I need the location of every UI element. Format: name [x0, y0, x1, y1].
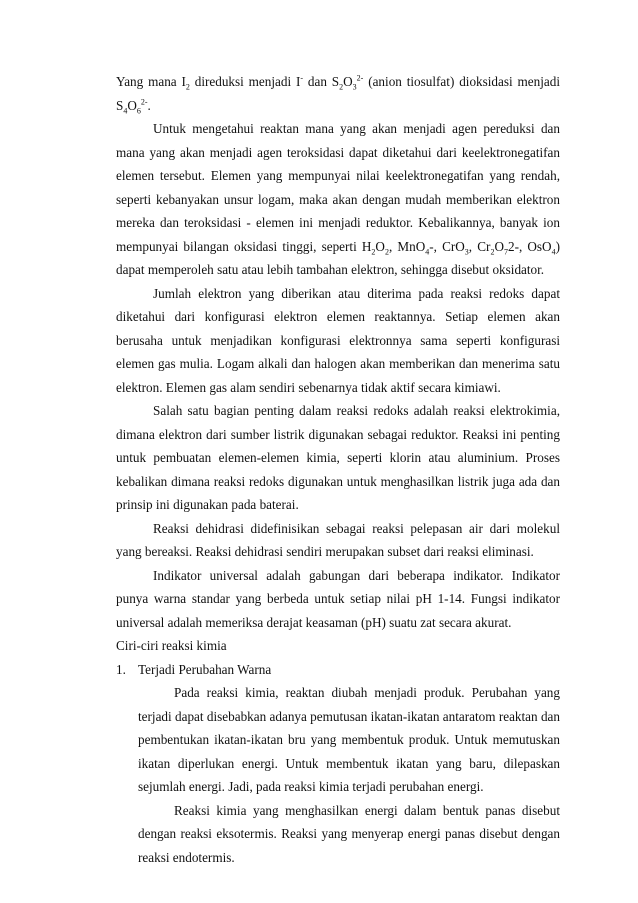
subscript: 3 — [352, 82, 357, 92]
text-run: , Cr — [468, 238, 491, 254]
subscript: 4 — [551, 247, 556, 257]
paragraph-electron-config: Jumlah elektron yang diberikan atau diterima pada reaksi redoks dapat diketahui dari konfigurasi elektron elemen reaktannya. Setiap elemen akan berusaha untuk menjadikan konfigurasi elektronnya sama seperti konfigurasi elemen gas mulia. Logam alkali dan halogen akan memberikan dan menerima satu elektron. Elemen gas alam sendiri sebenarnya tidak aktif secara kimiawi. — [116, 285, 560, 395]
text-run: Yang mana I — [116, 74, 186, 89]
superscript: 2- — [356, 73, 364, 83]
subscript: 4 — [123, 106, 128, 116]
list-number: 1. — [116, 661, 126, 677]
text-run: O — [127, 97, 137, 113]
text-run: -, CrO — [429, 238, 465, 254]
paragraph-dehydration: Reaksi dehidrasi didefinisikan sebagai reaksi pelepasan air dari molekul yang bereaksi. Reaksi dehidrasi sendiri merupakan subset dari reaksi eliminasi. — [116, 520, 560, 559]
subscript: 2 — [490, 247, 495, 257]
text-run: O — [494, 238, 504, 254]
section-heading: Ciri-ciri reaksi kimia — [116, 638, 227, 653]
paragraph-exo-endo: Reaksi kimia yang menghasilkan energi dalam bentuk panas disebut dengan reaksi eksotermis. Reaksi yang menyerap energi panas disebut dengan reaksi endotermis. — [138, 802, 560, 865]
list-item-1-body — [116, 681, 560, 869]
subscript: 6 — [136, 106, 141, 116]
text-run: (anion tiosulfat) dioksidasi menjadi S — [116, 74, 561, 113]
superscript: - — [300, 73, 304, 83]
text-run: direduksi menjadi I — [189, 74, 301, 89]
text-run: O — [375, 238, 385, 254]
text-run: , MnO — [388, 238, 426, 254]
text-run: O — [343, 74, 353, 89]
subscript: 2 — [371, 247, 376, 257]
paragraph-universal-indicator: Indikator universal adalah gabungan dari beberapa indikator. Indikator punya warna standar yang berbeda untuk setiap nilai pH 1-14. Fungsi indikator universal adalah memeriksa derajat keasaman (pH) suatu zat secara akurat. — [116, 567, 560, 630]
document-page — [116, 70, 560, 869]
text-run: . — [147, 97, 151, 113]
subscript: 2 — [339, 82, 344, 92]
list-item-1 — [116, 658, 560, 682]
subscript: 4 — [425, 247, 430, 257]
subscript: 2 — [384, 247, 389, 257]
text-run: dan S — [303, 74, 340, 89]
paragraph-electrochemistry: Salah satu bagian penting dalam reaksi redoks adalah reaksi elektrokimia, dimana elektron dari sumber listrik digunakan sebagai reduktor. Reaksi ini penting untuk pembuatan elemen-elemen kimia, seperti klorin atau aluminium. Proses kebalikan dimana reaksi redoks digunakan untuk menghasilkan listrik juga ada dan prinsip ini digunakan pada baterai. — [116, 403, 560, 512]
paragraph-redox-example — [116, 70, 560, 117]
text-run: 2-, OsO — [507, 238, 552, 254]
subscript: 2 — [185, 82, 190, 92]
subscript: 3 — [464, 247, 469, 257]
text-run: ) dapat memperoleh satu atau lebih tambahan elektron, sehingga disebut oksidator. — [116, 238, 560, 277]
list-item-title: Terjadi Perubahan Warna — [138, 661, 272, 677]
paragraph-reducing-agents — [116, 117, 560, 282]
superscript: 2- — [140, 97, 148, 107]
text-run: Untuk mengetahui reaktan mana yang akan menjadi agen pereduksi dan mana yang akan menjadi agen teroksidasi dapat diketahui dari keelektronegatifan elemen tersebut. Elemen yang mempunyai nilai keelektronegatifan yang rendah, seperti kebanyakan unsur logam, maka akan dengan mudah memberikan elektron mereka dan teroksidasi - elemen ini menjadi reduktor. Kebalikannya, banyak ion mempunyai bilangan oksidasi tinggi, seperti H — [116, 121, 560, 254]
paragraph-energy-change: Pada reaksi kimia, reaktan diubah menjadi produk. Perubahan yang terjadi dapat disebabkan adanya pemutusan ikatan-ikatan antaratom reaktan dan pembentukan ikatan-ikatan bru yang membentuk produk. Untuk memutuskan ikatan diperlukan energi. Untuk membentuk ikatan yang baru, dilepaskan sejumlah energi. Jadi, pada reaksi kimia terjadi perubahan energi. — [138, 685, 560, 794]
subscript: 7 — [503, 247, 508, 257]
